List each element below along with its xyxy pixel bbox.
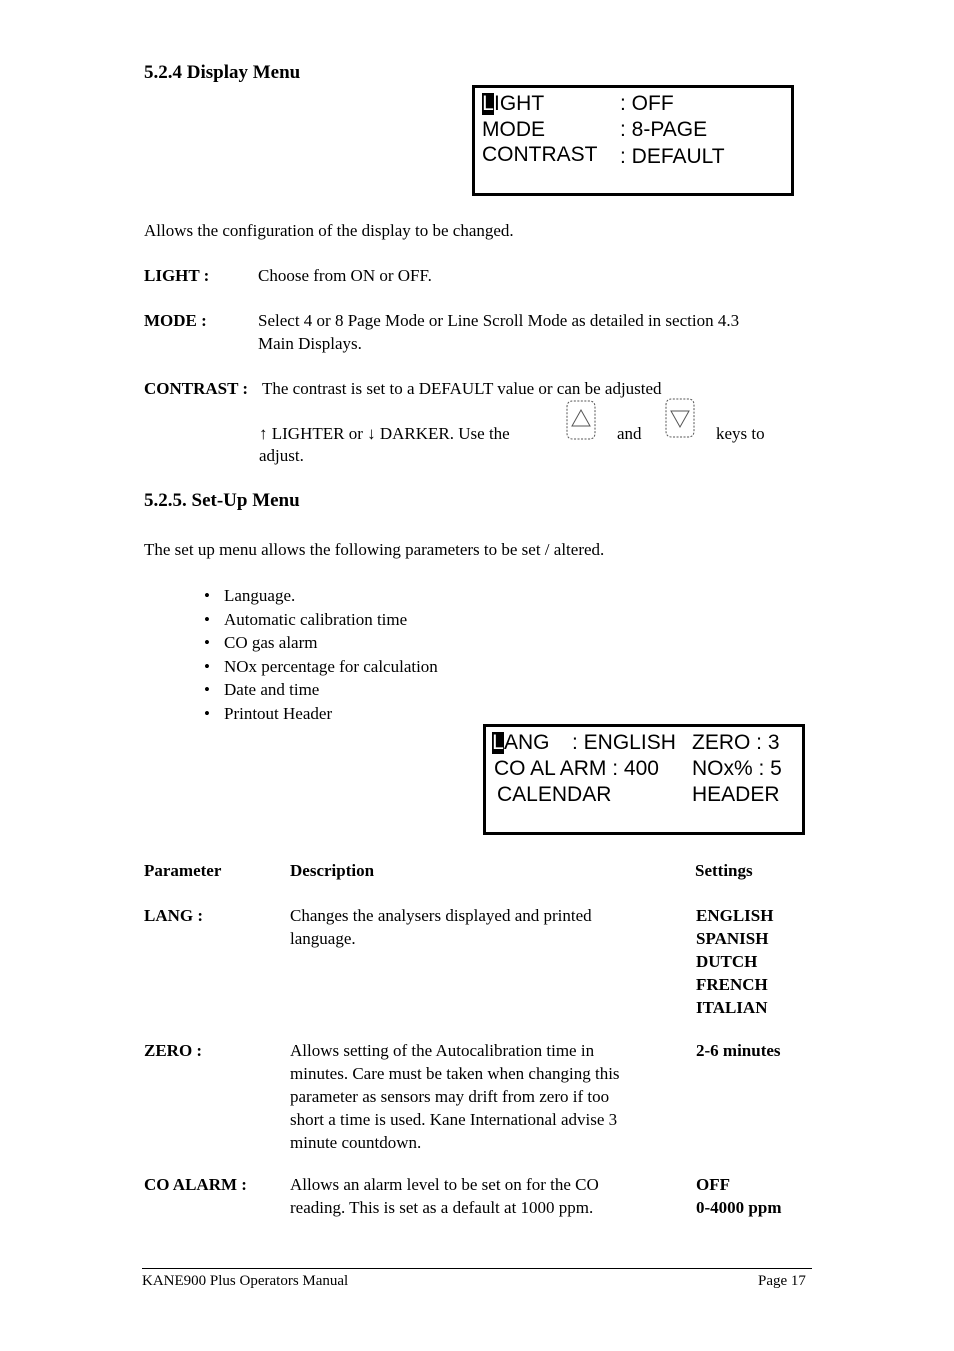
param-co-alarm: CO ALARM : <box>144 1175 247 1194</box>
desc-line: minute countdown. <box>290 1133 422 1152</box>
desc-line: Allows an alarm level to be set on for the CO <box>290 1175 599 1194</box>
settings-co-alarm <box>696 1173 781 1219</box>
desc-line: reading. This is set as a default at 1000 ppm. <box>290 1198 594 1217</box>
table-row <box>290 1039 620 1154</box>
lcd-value-mode: : 8-PAGE <box>620 118 708 141</box>
lcd-label-mode: MODE <box>482 118 545 141</box>
desc-line: Changes the analysers displayed and printed <box>290 906 592 925</box>
display-menu-lcd <box>472 85 794 196</box>
footer-page-number: Page 17 <box>758 1273 806 1289</box>
setting-value: DUTCH <box>696 952 758 971</box>
lcd-value-lang: : ENGLISH <box>572 731 676 754</box>
param-lang: LANG : <box>144 906 204 925</box>
lcd-value-contrast: : DEFAULT <box>620 145 725 168</box>
display-intro: Allows the configuration of the display to be changed. <box>144 221 514 240</box>
mode-desc-2: Main Displays. <box>258 334 362 353</box>
setting-value: ITALIAN <box>696 998 768 1017</box>
lcd-zero: ZERO : 3 <box>692 731 780 754</box>
desc-line: language. <box>290 929 356 948</box>
lcd-cursor: L <box>482 92 494 115</box>
list-item: • CO gas alarm <box>202 631 438 655</box>
setup-intro: The set up menu allows the following parameters to be set / altered. <box>144 540 605 559</box>
lcd-label-lang: ANG <box>504 731 550 754</box>
setting-value: 2-6 minutes <box>696 1041 781 1060</box>
footer-rule <box>142 1268 812 1269</box>
table-header-settings: Settings <box>695 861 753 880</box>
desc-line: minutes. Care must be taken when changing this <box>290 1064 620 1083</box>
list-item: • Automatic calibration time <box>202 608 438 632</box>
contrast-line2-and: and <box>617 424 642 443</box>
lcd-label-light: IGHT <box>494 92 545 115</box>
desc-line: Allows setting of the Autocalibration time in <box>290 1041 595 1060</box>
setup-parameter-list <box>202 584 438 726</box>
list-item: • Date and time <box>202 678 438 702</box>
table-header-description: Description <box>290 861 375 880</box>
section-heading-display-menu: 5.2.4 Display Menu <box>144 62 301 83</box>
contrast-line3: adjust. <box>259 446 304 465</box>
light-desc: Choose from ON or OFF. <box>258 266 432 285</box>
contrast-line2-b: keys to <box>716 424 765 443</box>
param-zero: ZERO : <box>144 1041 203 1060</box>
mode-term: MODE : <box>144 311 207 330</box>
settings-zero <box>696 1039 781 1062</box>
contrast-term: CONTRAST : <box>144 379 249 398</box>
setting-value: FRENCH <box>696 975 768 994</box>
contrast-line2-a: ↑ LIGHTER or ↓ DARKER. Use the <box>259 424 510 443</box>
lcd-header: HEADER <box>692 783 780 806</box>
lcd-co-alarm: CO AL ARM : 400 <box>494 757 659 780</box>
lcd-calendar: CALENDAR <box>497 783 612 806</box>
lcd-row-lang <box>492 731 550 755</box>
lcd-label-contrast: CONTRAST <box>482 143 598 166</box>
table-header-parameter: Parameter <box>144 861 222 880</box>
down-arrow-key-icon <box>662 397 698 439</box>
table-row <box>290 904 592 950</box>
list-item: • Printout Header <box>202 702 438 726</box>
mode-desc-1: Select 4 or 8 Page Mode or Line Scroll Mode as detailed in section 4.3 <box>258 311 740 330</box>
section-heading-setup-menu: 5.2.5. Set-Up Menu <box>144 490 300 511</box>
setting-value: SPANISH <box>696 929 769 948</box>
up-arrow-key-icon <box>563 399 599 441</box>
setting-value: 0-4000 ppm <box>696 1198 782 1217</box>
table-row <box>290 1173 599 1219</box>
setting-value: OFF <box>696 1175 730 1194</box>
setup-menu-lcd <box>483 724 805 835</box>
contrast-desc: The contrast is set to a DEFAULT value or can be adjusted <box>262 379 662 398</box>
desc-line: short a time is used. Kane International advise 3 <box>290 1110 618 1129</box>
lcd-value-light: : OFF <box>620 92 674 115</box>
lcd-cursor: L <box>492 731 504 754</box>
lcd-row-light <box>482 92 544 116</box>
light-term: LIGHT : <box>144 266 210 285</box>
desc-line: parameter as sensors may drift from zero if too <box>290 1087 610 1106</box>
list-item: • NOx percentage for calculation <box>202 655 438 679</box>
lcd-nox: NOx% : 5 <box>692 757 782 780</box>
settings-lang <box>696 904 773 1019</box>
setting-value: ENGLISH <box>696 906 774 925</box>
list-item: • Language. <box>202 584 438 608</box>
footer-title: KANE900 Plus Operators Manual <box>142 1273 349 1289</box>
